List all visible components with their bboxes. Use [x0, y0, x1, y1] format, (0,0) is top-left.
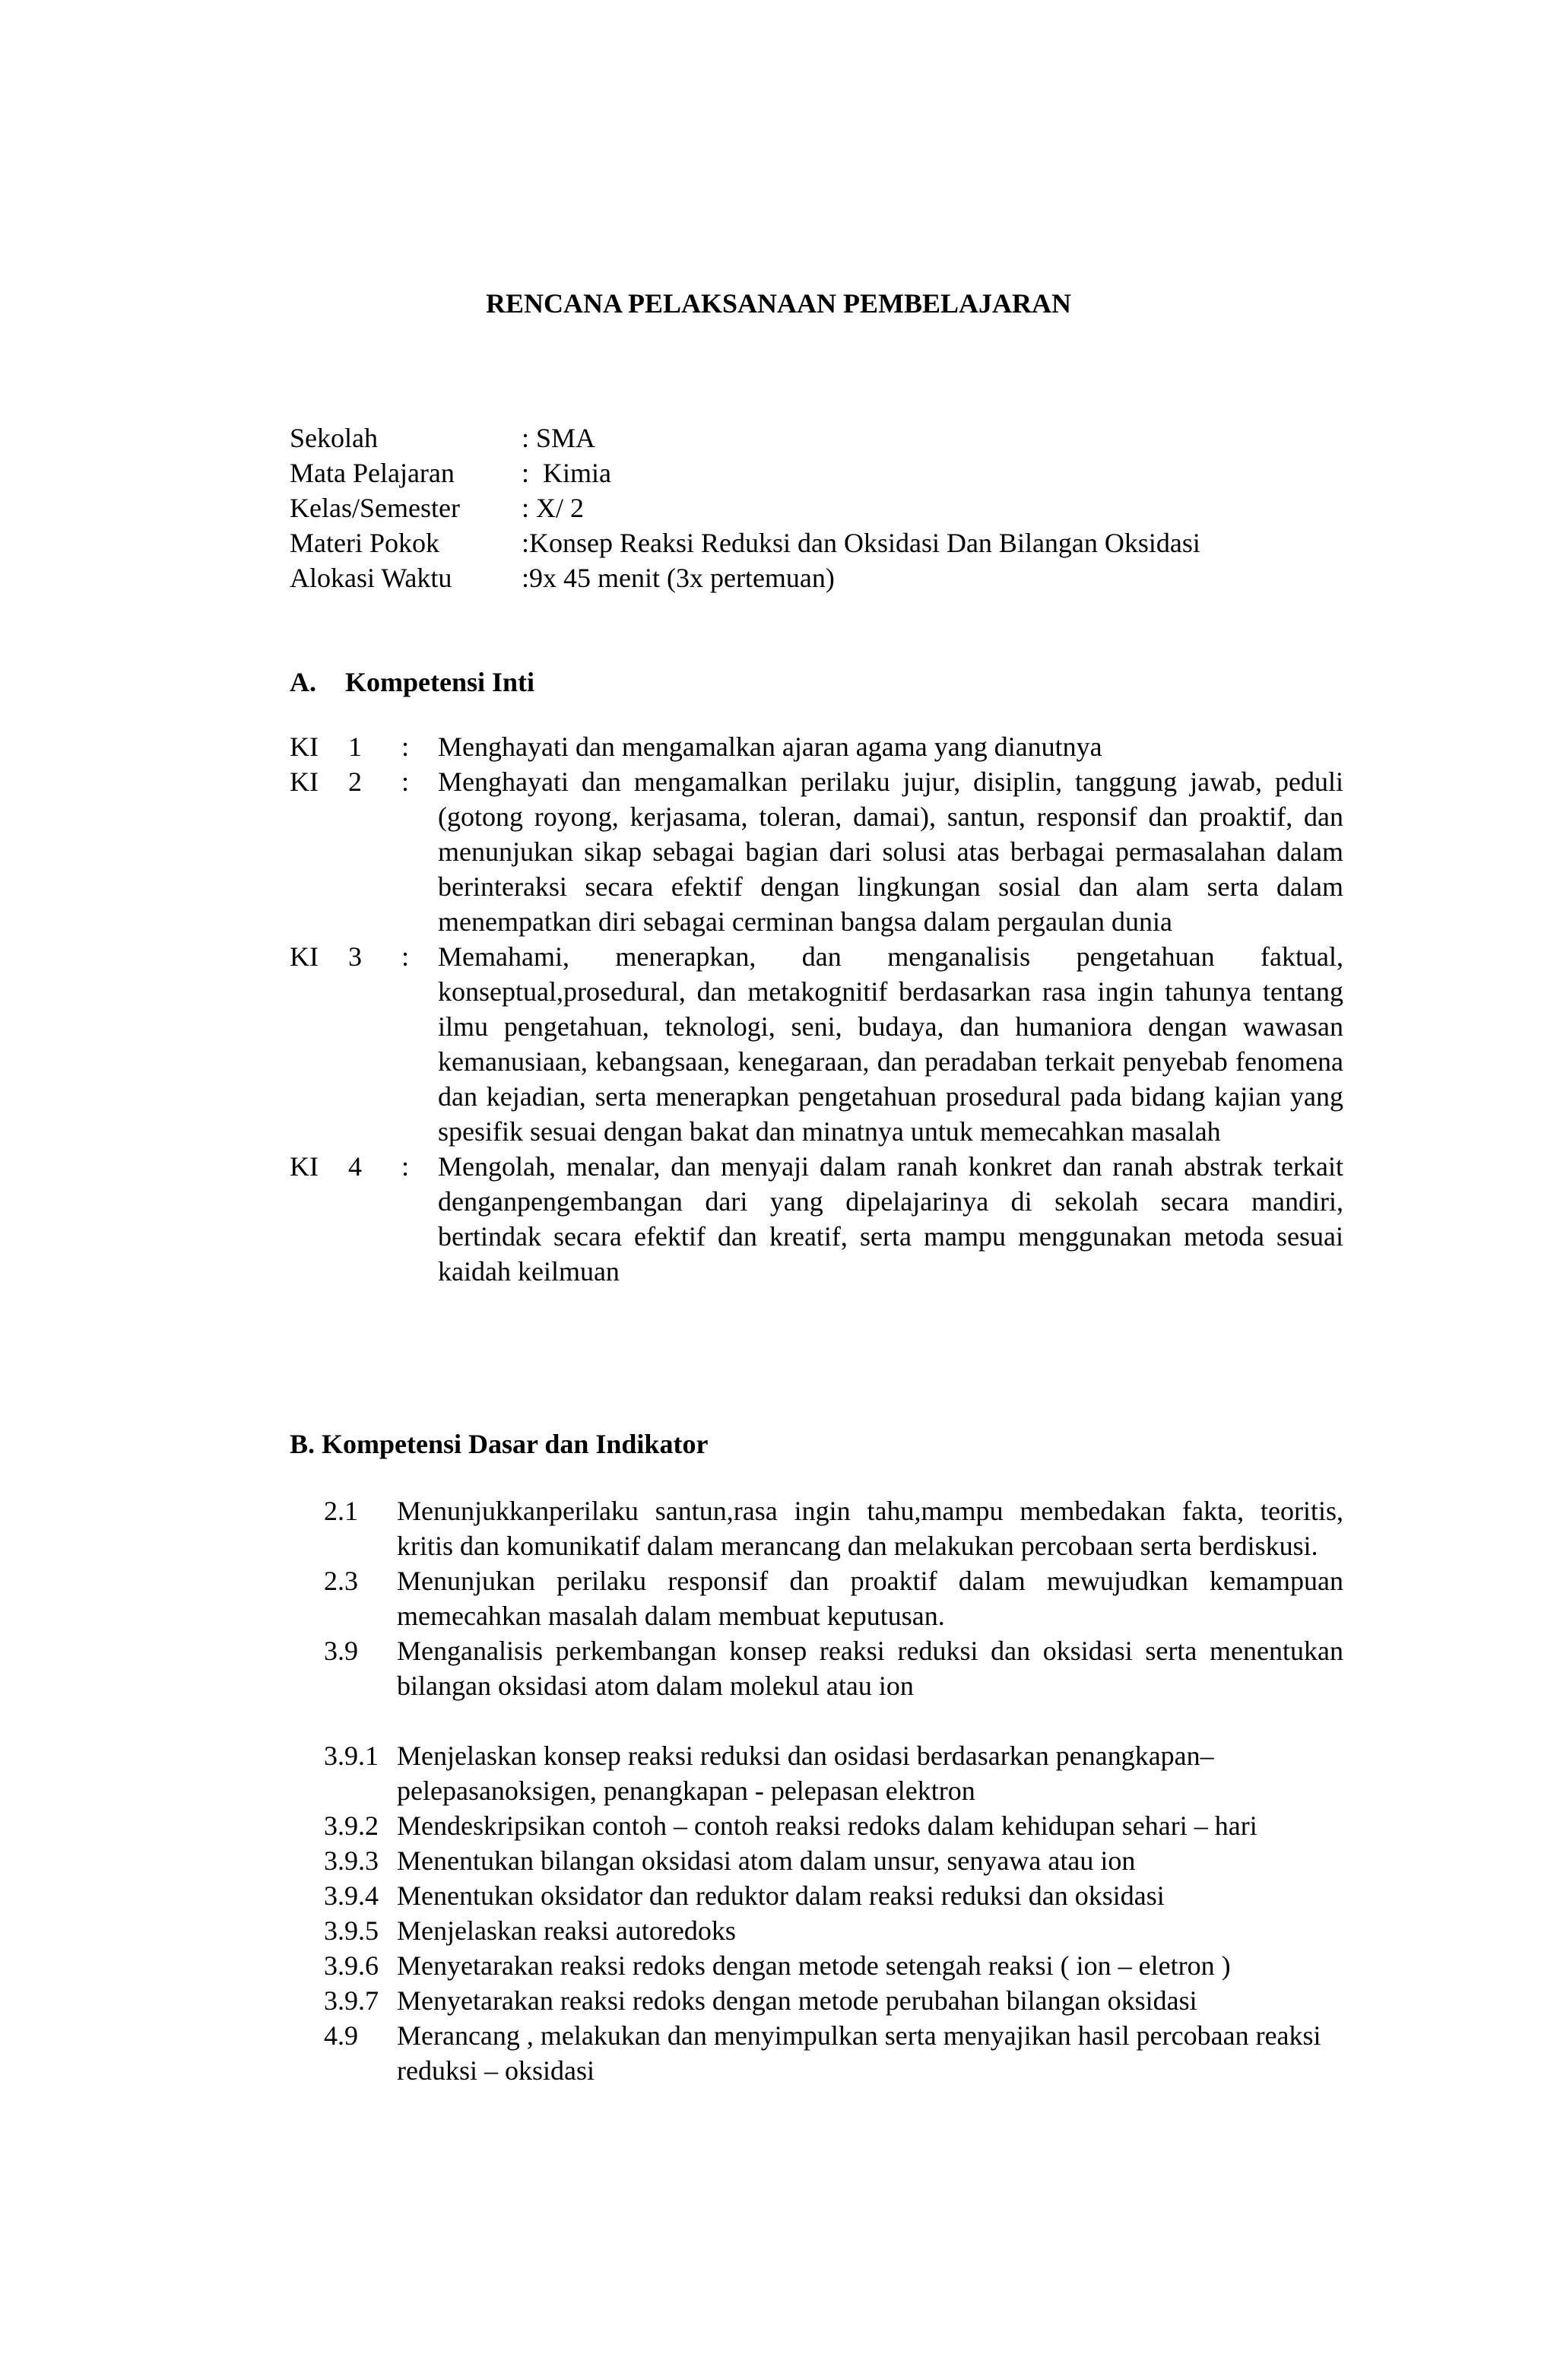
info-label: Materi Pokok — [290, 528, 439, 558]
kd-item — [324, 1563, 1343, 1633]
indicator-number: 3.9.6 — [324, 1950, 379, 1981]
ki-code: KI — [290, 731, 319, 762]
info-value: :Konsep Reaksi Reduksi dan Oksidasi Dan Bilangan Oksidasi — [522, 528, 1200, 558]
ki-item — [290, 939, 1343, 1149]
indicator-item — [324, 2018, 1343, 2088]
ki-colon: : — [401, 1151, 410, 1182]
kd-text: Menunjukan perilaku responsif dan proaktif dalam mewujudkan kemampuan memecahkan masalah dalam membuat keputusan. — [397, 1566, 1343, 1631]
ki-code: KI — [290, 941, 319, 972]
info-value: : Kimia — [522, 458, 611, 488]
kd-number: 2.3 — [324, 1566, 358, 1596]
section-a-letter: A. — [290, 667, 316, 697]
kd-text: Menganalisis perkembangan konsep reaksi reduksi dan oksidasi serta menentukan bilangan oksidasi atom dalam molekul atau ion — [397, 1636, 1343, 1701]
info-value: : SMA — [522, 423, 596, 453]
kd-number: 2.1 — [324, 1496, 358, 1526]
ki-text: Menghayati dan mengamalkan perilaku jujur, disiplin, tanggung jawab, peduli (gotong royong, kerjasama, toleran, damai), santun, responsif dan proaktif, dan menunjukan sikap sebagai bagian dari solusi atas berbagai permasalahan dalam berinteraksi secara efektif dengan lingkungan sosial dan alam serta dalam menempatkan diri sebagai cerminan bangsa dalam pergaulan dunia — [438, 766, 1343, 937]
info-label: Alokasi Waktu — [290, 563, 452, 593]
info-row-class — [290, 490, 1200, 525]
indicator-number: 3.9.1 — [324, 1741, 379, 1771]
indicator-number: 3.9.5 — [324, 1915, 379, 1946]
indicator-number: 3.9.4 — [324, 1880, 379, 1911]
indicator-number: 4.9 — [324, 2020, 358, 2051]
info-label: Sekolah — [290, 423, 378, 453]
indicator-text: Menjelaskan konsep reaksi reduksi dan osidasi berdasarkan penangkapan–pelepasanoksigen, penangkapan - pelepasan elektron — [397, 1741, 1214, 1806]
section-a-heading — [290, 665, 534, 700]
ki-text: Mengolah, menalar, dan menyaji dalam ranah konkret dan ranah abstrak terkait denganpengembangan dari yang dipelajarinya di sekolah secara mandiri, bertindak secara efektif dan kreatif, serta mampu menggunakan metoda sesuai kaidah keilmuan — [438, 1151, 1343, 1287]
kd-text: Menunjukkanperilaku santun,rasa ingin tahu,mampu membedakan fakta, teoritis, kritis dan komunikatif dalam merancang dan melakukan percobaan serta berdiskusi. — [397, 1496, 1343, 1561]
ki-text: Menghayati dan mengamalkan ajaran agama yang dianutnya — [438, 731, 1102, 762]
document-title: RENCANA PELAKSANAAN PEMBELAJARAN — [485, 288, 1072, 319]
indicator-text: Menjelaskan reaksi autoredoks — [397, 1915, 736, 1946]
ki-text: Memahami, menerapkan, dan menganalisis pengetahuan faktual, konseptual,prosedural, dan metakognitif berdasarkan rasa ingin tahunya tentang ilmu pengetahuan, teknologi, seni, budaya, dan humaniora dengan wawasan kemanusiaan, kebangsaan, kenegaraan, dan peradaban terkait penyebab fenomena dan kejadian, serta menerapkan pengetahuan prosedural pada bidang kajian yang spesifik sesuai dengan bakat dan minatnya untuk memecahkan masalah — [438, 941, 1343, 1147]
section-b-heading: B. Kompetensi Dasar dan Indikator — [290, 1429, 709, 1459]
ki-item — [290, 764, 1343, 939]
ki-number: 1 — [348, 731, 362, 762]
indicator-text: Merancang , melakukan dan menyimpulkan serta menyajikan hasil percobaan reaksi reduksi – oksidasi — [397, 2020, 1321, 2086]
ki-colon: : — [401, 731, 410, 762]
ki-item — [290, 1149, 1343, 1289]
kd-item — [324, 1493, 1343, 1563]
indicator-number: 3.9.2 — [324, 1810, 379, 1841]
ki-number: 3 — [348, 941, 362, 972]
indicator-text: Menentukan bilangan oksidasi atom dalam unsur, senyawa atau ion — [397, 1845, 1136, 1876]
info-value: : X/ 2 — [522, 493, 585, 523]
ki-number: 2 — [348, 766, 362, 797]
indicator-item — [324, 1913, 1343, 1948]
indicator-item — [324, 1878, 1343, 1913]
identity-table — [290, 420, 1200, 595]
indicator-text: Menyetarakan reaksi redoks dengan metode setengah reaksi ( ion – eletron ) — [397, 1950, 1231, 1981]
indicator-item — [324, 1843, 1343, 1878]
info-row-school — [290, 420, 1200, 455]
indicator-item — [324, 1983, 1343, 2018]
basic-competence-list — [324, 1493, 1343, 2088]
indicator-item — [324, 1808, 1343, 1843]
ki-colon: : — [401, 941, 410, 972]
kd-item — [324, 1633, 1343, 1703]
ki-item — [290, 729, 1343, 764]
indicator-item — [324, 1948, 1343, 1983]
indicator-number: 3.9.7 — [324, 1985, 379, 2016]
kd-number: 3.9 — [324, 1636, 358, 1666]
indicator-item — [324, 1738, 1343, 1808]
info-label: Mata Pelajaran — [290, 458, 455, 488]
info-label: Kelas/Semester — [290, 493, 460, 523]
ki-code: KI — [290, 1151, 319, 1182]
ki-code: KI — [290, 766, 319, 797]
indicator-text: Menyetarakan reaksi redoks dengan metode perubahan bilangan oksidasi — [397, 1985, 1197, 2016]
section-a-title: Kompetensi Inti — [345, 667, 535, 697]
indicator-text: Mendeskripsikan contoh – contoh reaksi redoks dalam kehidupan sehari – hari — [397, 1810, 1257, 1841]
spacer — [324, 1703, 1343, 1738]
core-competence-list — [290, 729, 1343, 1289]
indicator-number: 3.9.3 — [324, 1845, 379, 1876]
info-row-topic — [290, 525, 1200, 560]
ki-colon: : — [401, 766, 410, 797]
info-row-subject — [290, 455, 1200, 490]
info-row-time — [290, 560, 1200, 595]
ki-number: 4 — [348, 1151, 362, 1182]
info-value: :9x 45 menit (3x pertemuan) — [522, 563, 835, 593]
indicator-text: Menentukan oksidator dan reduktor dalam reaksi reduksi dan oksidasi — [397, 1880, 1165, 1911]
